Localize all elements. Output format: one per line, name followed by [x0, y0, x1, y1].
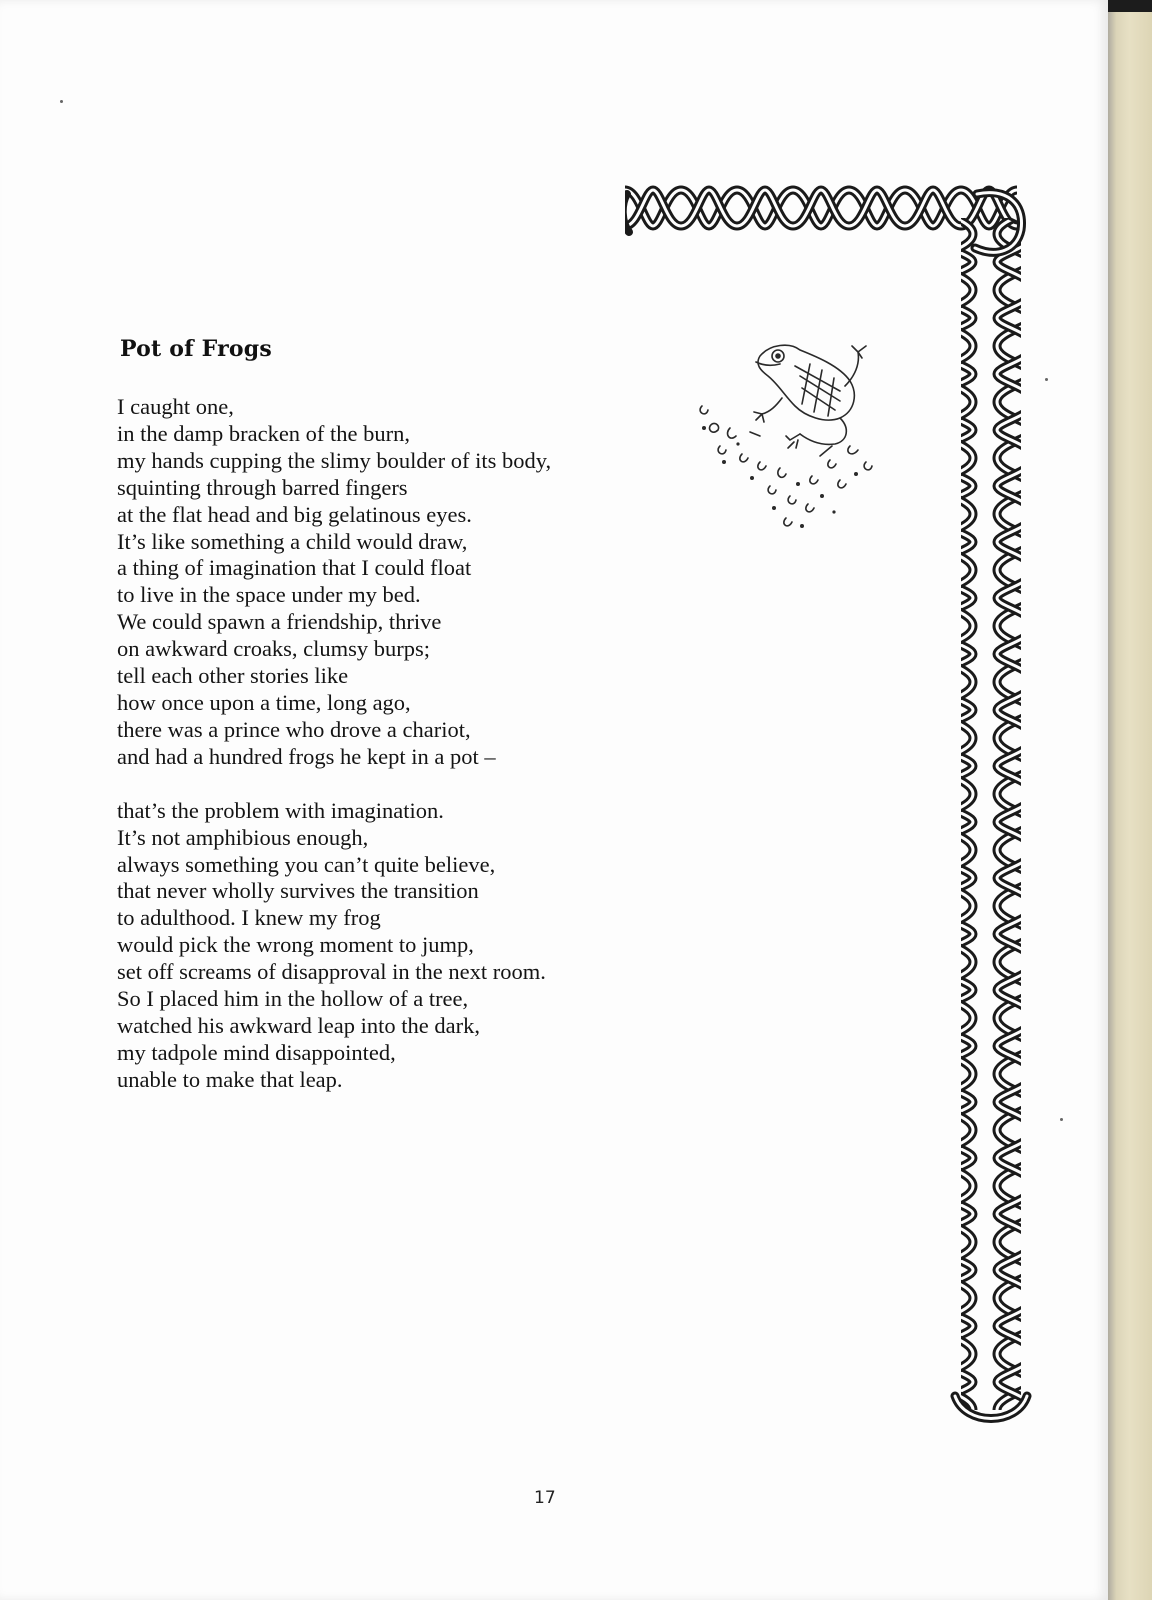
poem-line: at the flat head and big gelatinous eyes. [117, 501, 472, 527]
poem-line: set off screams of disapproval in the next room. [117, 959, 546, 985]
poem-line: would pick the wrong moment to jump, [117, 932, 474, 958]
poem-line: watched his awkward leap into the dark, [117, 1012, 480, 1038]
page-number: 17 [534, 1488, 556, 1508]
poem-line: squinting through barred fingers [117, 474, 408, 500]
poem-line: We could spawn a friendship, thrive [117, 609, 442, 635]
poem-line: there was a prince who drove a chariot, [117, 716, 471, 742]
poem-line: on awkward croaks, clumsy burps; [117, 636, 431, 662]
poem-line: to live in the space under my bed. [117, 582, 421, 608]
stanza-break [117, 771, 677, 798]
poem-line: So I placed him in the hollow of a tree, [117, 986, 469, 1012]
paper-speck [60, 100, 63, 103]
poem-line: to adulthood. I knew my frog [117, 905, 381, 931]
poem-line: tell each other stories like [117, 663, 349, 689]
poem-line: in the damp bracken of the burn, [117, 420, 411, 446]
celtic-knot-border [625, 178, 1045, 1438]
poem-line: It’s like something a child would draw, [117, 528, 468, 554]
paper-speck [1060, 1118, 1063, 1121]
paper-speck [1045, 378, 1048, 381]
book-edge [1114, 0, 1152, 1600]
poem-line: how once upon a time, long ago, [117, 689, 411, 715]
poem-line: unable to make that leap. [117, 1066, 343, 1092]
poem-body [117, 394, 677, 1094]
poem-line: and had a hundred frogs he kept in a pot – [117, 743, 496, 769]
poem-line: that never wholly survives the transition [117, 878, 479, 904]
poem-line: It’s not amphibious enough, [117, 824, 369, 850]
poem-title: Pot of Frogs [120, 336, 272, 362]
poem-line: a thing of imagination that I could float [117, 555, 472, 581]
poem-line: always something you can’t quite believe, [117, 851, 496, 877]
poem-line: I caught one, [117, 394, 234, 419]
poem-line: that’s the problem with imagination. [117, 797, 444, 823]
poem-line: my tadpole mind disappointed, [117, 1039, 396, 1065]
poem-line: my hands cupping the slimy boulder of its body, [117, 447, 552, 473]
